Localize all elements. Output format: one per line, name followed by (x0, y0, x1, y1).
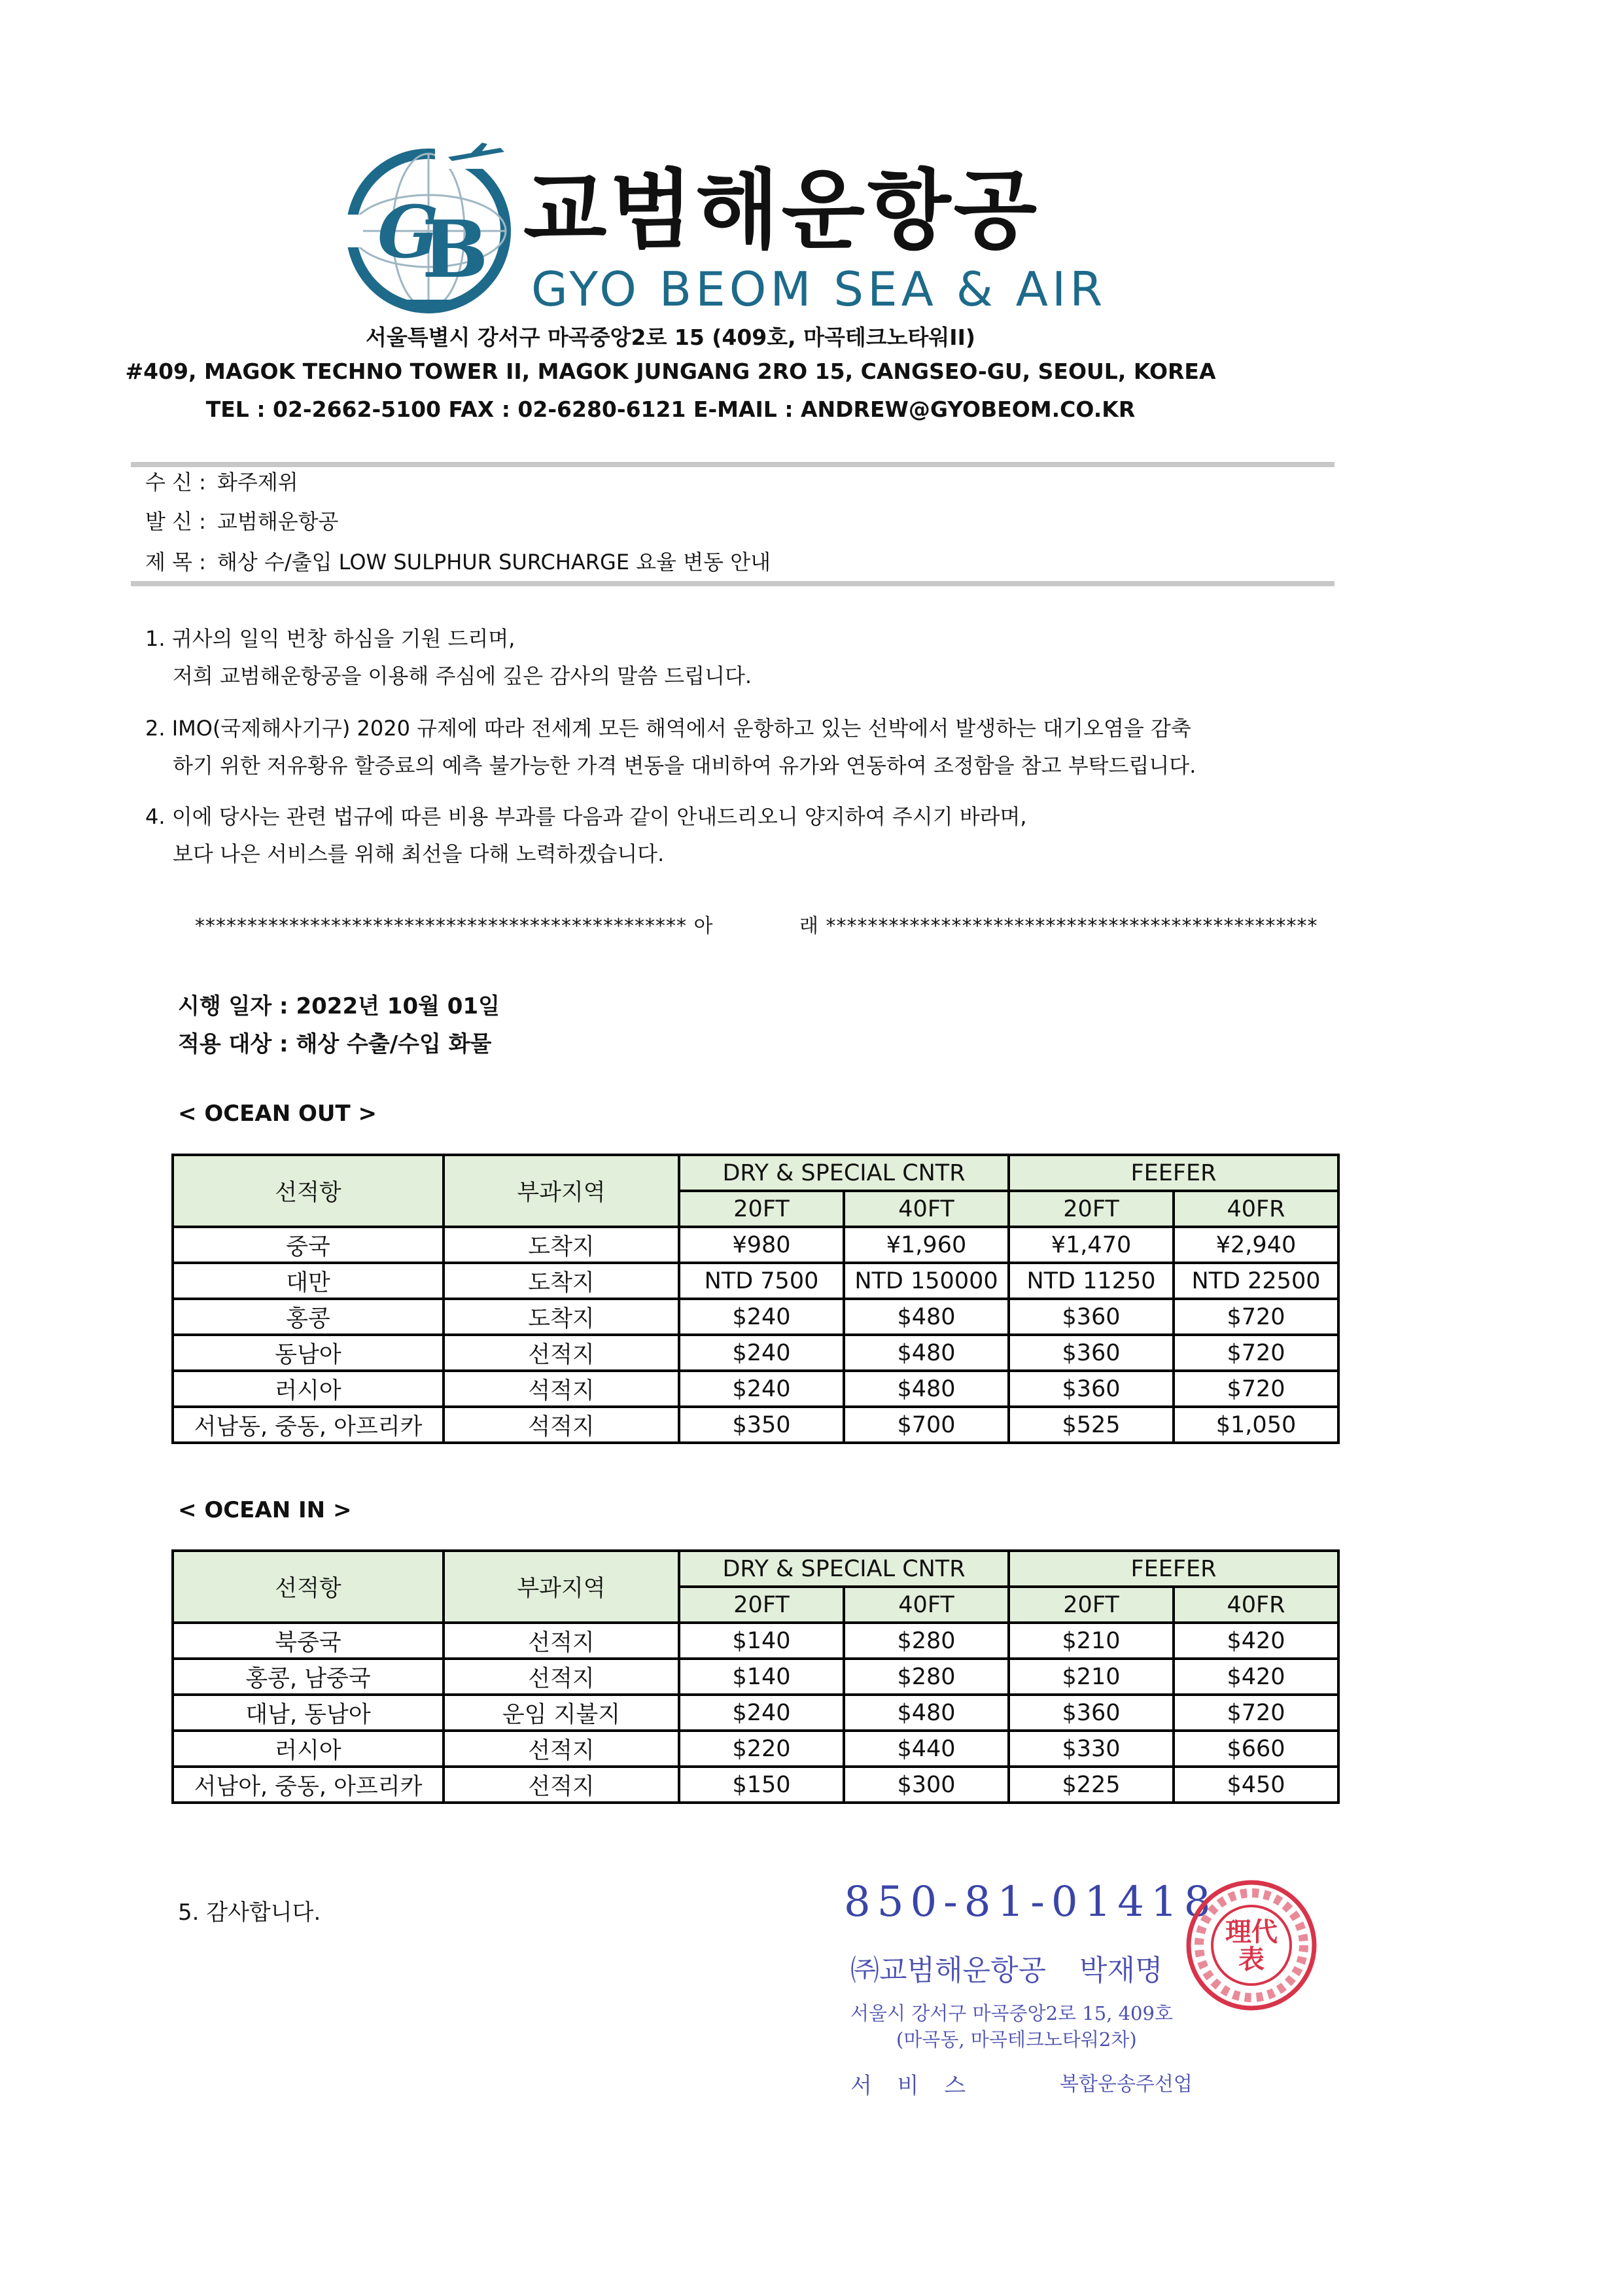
cell-r40: $720 (1174, 1299, 1338, 1335)
business-registration-number: 850-81-01418 (844, 1878, 1217, 1926)
header-dry-40ft: 40FT (844, 1191, 1009, 1227)
applies-to: 적용 대상 : 해상 수출/수입 화물 (178, 1031, 492, 1057)
header-dry-special: DRY & SPECIAL CNTR (679, 1155, 1009, 1191)
header-reefer-40fr: 40FR (1174, 1191, 1338, 1227)
cell-d20: $240 (679, 1695, 844, 1731)
cell-region: 선적지 (444, 1335, 679, 1371)
cell-d40: ¥1,960 (844, 1227, 1009, 1263)
svg-text:B: B (422, 203, 489, 296)
cell-r20: $360 (1009, 1695, 1174, 1731)
cell-d20: $140 (679, 1659, 844, 1695)
cell-d40: $280 (844, 1659, 1009, 1695)
memo-subject (145, 546, 771, 576)
header-port: 선적항 (173, 1551, 444, 1623)
cell-d20: $350 (679, 1407, 844, 1443)
header-reefer: FEEFER (1009, 1155, 1338, 1191)
cell-r20: $525 (1009, 1407, 1174, 1443)
paragraph-4 (145, 798, 1027, 873)
memo-to-value: 화주제위 (217, 470, 298, 495)
address-korean: 서울특별시 강서구 마곡중앙2로 15 (409호, 마곡테크노타워II) (366, 325, 975, 350)
cell-r40: $660 (1174, 1731, 1338, 1767)
table-row (173, 1299, 1338, 1335)
cell-r40: $450 (1174, 1767, 1338, 1803)
cell-region: 선적지 (444, 1623, 679, 1659)
header-region: 부과지역 (444, 1551, 679, 1623)
company-name-korean: 교범해운항공 (523, 160, 1040, 261)
cell-port: 러시아 (173, 1731, 444, 1767)
paragraph-2 (145, 710, 1196, 785)
ocean-in-table (171, 1549, 1340, 1804)
address-english: #409, MAGOK TECHNO TOWER II, MAGOK JUNGANG 2RO 15, CANGSEO-GU, SEOUL, KOREA (125, 359, 1216, 384)
cell-d40: NTD 150000 (844, 1263, 1009, 1299)
cell-d40: $280 (844, 1623, 1009, 1659)
svg-text:G: G (377, 190, 439, 274)
table-row (173, 1371, 1338, 1407)
table-row (173, 1623, 1338, 1659)
svg-text:理代: 理代 (1225, 1916, 1278, 1947)
cell-d40: $480 (844, 1335, 1009, 1371)
stamp-company-name: ㈜교범해운항공 (850, 1954, 1047, 1987)
header-dry-20ft: 20FT (679, 1191, 844, 1227)
cell-d20: $140 (679, 1623, 844, 1659)
cell-r20: $330 (1009, 1731, 1174, 1767)
table-row (173, 1335, 1338, 1371)
cell-port: 동남아 (173, 1335, 444, 1371)
memo-from-label: 발 신 : (145, 509, 206, 534)
closing-thanks: 5. 감사합니다. (178, 1899, 321, 1926)
paragraph-2-line-2: 하기 위한 저유황유 할증료의 예측 불가능한 가격 변동을 대비하여 유가와 연동하여 조정함을 참고 부탁드립니다. (173, 753, 1196, 778)
effective-date: 시행 일자 : 2022년 10월 01일 (178, 993, 500, 1019)
cell-region: 석적지 (444, 1371, 679, 1407)
header-reefer-20ft: 20FT (1009, 1191, 1174, 1227)
divider (131, 462, 1335, 467)
paragraph-1 (145, 620, 752, 695)
table-row (173, 1407, 1338, 1443)
paragraph-4-line-1: 4. 이에 당사는 관련 법규에 따른 비용 부과를 다음과 같이 안내드리오니 양지하여 주시기 바라며, (145, 804, 1027, 829)
company-name-english: GYO BEOM SEA & AIR (531, 262, 1107, 317)
cell-port: 홍콩, 남중국 (173, 1659, 444, 1695)
cell-port: 대남, 동남아 (173, 1695, 444, 1731)
stamp-business-item: 복합운송주선업 (1060, 2073, 1193, 2096)
ocean-in-title: < OCEAN IN > (178, 1497, 352, 1523)
separator-stars-right: 래 *********************************************** (799, 915, 1318, 938)
header-dry-40ft: 40FT (844, 1587, 1009, 1623)
cell-r40: $720 (1174, 1371, 1338, 1407)
cell-d20: ¥980 (679, 1227, 844, 1263)
cell-r40: $1,050 (1174, 1407, 1338, 1443)
cell-d20: $240 (679, 1299, 844, 1335)
cell-region: 도착지 (444, 1227, 679, 1263)
cell-r40: NTD 22500 (1174, 1263, 1338, 1299)
stamp-address-line-2: (마곡동, 마곡테크노타워2차) (896, 2028, 1137, 2051)
memo-from-value: 교범해운항공 (217, 509, 339, 534)
ocean-out-title: < OCEAN OUT > (178, 1101, 377, 1127)
memo-to-label: 수 신 : (145, 470, 206, 495)
table-row (173, 1731, 1338, 1767)
paragraph-4-line-2: 보다 나은 서비스를 위해 최선을 다해 노력하겠습니다. (173, 841, 665, 866)
header-reefer-20ft: 20FT (1009, 1587, 1174, 1623)
cell-port: 서남아, 중동, 아프리카 (173, 1767, 444, 1803)
table-row (173, 1695, 1338, 1731)
contact-info: TEL : 02-2662-5100 FAX : 02-6280-6121 E-MAIL : ANDREW@GYOBEOM.CO.KR (205, 397, 1136, 422)
cell-r20: $360 (1009, 1299, 1174, 1335)
paragraph-2-line-1: 2. IMO(국제해사기구) 2020 규제에 따라 전세계 모든 해역에서 운항하고 있는 선박에서 발생하는 대기오염을 감축 (145, 716, 1191, 741)
header-reefer-40fr: 40FR (1174, 1587, 1338, 1623)
cell-region: 선적지 (444, 1659, 679, 1695)
cell-d40: $480 (844, 1371, 1009, 1407)
company-logo-icon (337, 143, 520, 319)
cell-port: 홍콩 (173, 1299, 444, 1335)
cell-d20: $150 (679, 1767, 844, 1803)
memo-from (145, 505, 338, 535)
cell-d20: $240 (679, 1371, 844, 1407)
cell-d40: $440 (844, 1731, 1009, 1767)
stamp-business-type: 서 비 스 (850, 2073, 975, 2099)
cell-r40: $720 (1174, 1695, 1338, 1731)
cell-port: 중국 (173, 1227, 444, 1263)
memo-to (145, 466, 298, 496)
memo-subject-value: 해상 수/출입 LOW SULPHUR SURCHARGE 요율 변동 안내 (217, 550, 771, 574)
divider (131, 581, 1335, 586)
cell-r20: ¥1,470 (1009, 1227, 1174, 1263)
header-dry-special: DRY & SPECIAL CNTR (679, 1551, 1009, 1587)
stamp-ceo-name: 박재명 (1079, 1954, 1163, 1987)
memo-subject-label: 제 목 : (145, 550, 206, 574)
cell-d20: $240 (679, 1335, 844, 1371)
cell-r20: $225 (1009, 1767, 1174, 1803)
cell-port: 북중국 (173, 1623, 444, 1659)
header-reefer: FEEFER (1009, 1551, 1338, 1587)
table-row (173, 1659, 1338, 1695)
table-row (173, 1767, 1338, 1803)
cell-r40: $720 (1174, 1335, 1338, 1371)
header-dry-20ft: 20FT (679, 1587, 844, 1623)
cell-d20: $220 (679, 1731, 844, 1767)
cell-r20: NTD 11250 (1009, 1263, 1174, 1299)
cell-d40: $480 (844, 1299, 1009, 1335)
cell-r40: $420 (1174, 1659, 1338, 1695)
cell-region: 도착지 (444, 1299, 679, 1335)
cell-d40: $480 (844, 1695, 1009, 1731)
svg-text:表: 表 (1238, 1944, 1265, 1975)
cell-d40: $700 (844, 1407, 1009, 1443)
cell-region: 선적지 (444, 1767, 679, 1803)
header-region: 부과지역 (444, 1155, 679, 1227)
cell-port: 서남동, 중동, 아프리카 (173, 1407, 444, 1443)
cell-r20: $210 (1009, 1659, 1174, 1695)
stamp-address-line-1: 서울시 강서구 마곡중앙2로 15, 409호 (850, 2002, 1173, 2024)
cell-d20: NTD 7500 (679, 1263, 844, 1299)
cell-r40: ¥2,940 (1174, 1227, 1338, 1263)
cell-port: 대만 (173, 1263, 444, 1299)
cell-r20: $360 (1009, 1335, 1174, 1371)
paragraph-1-line-1: 1. 귀사의 일익 번창 하심을 기원 드리며, (145, 626, 515, 651)
cell-region: 도착지 (444, 1263, 679, 1299)
paragraph-1-line-2: 저희 교범해운항공을 이용해 주심에 깊은 감사의 말씀 드립니다. (173, 663, 752, 688)
cell-region: 선적지 (444, 1731, 679, 1767)
table-row (173, 1263, 1338, 1299)
official-seal-icon (1183, 1877, 1320, 2014)
table-row (173, 1227, 1338, 1263)
cell-region: 석적지 (444, 1407, 679, 1443)
cell-r20: $210 (1009, 1623, 1174, 1659)
cell-r40: $420 (1174, 1623, 1338, 1659)
header-port: 선적항 (173, 1155, 444, 1227)
separator-stars-left: *********************************************** 아 (195, 915, 714, 938)
cell-r20: $360 (1009, 1371, 1174, 1407)
cell-region: 운임 지불지 (444, 1695, 679, 1731)
ocean-out-table (171, 1154, 1340, 1444)
cell-port: 러시아 (173, 1371, 444, 1407)
cell-d40: $300 (844, 1767, 1009, 1803)
